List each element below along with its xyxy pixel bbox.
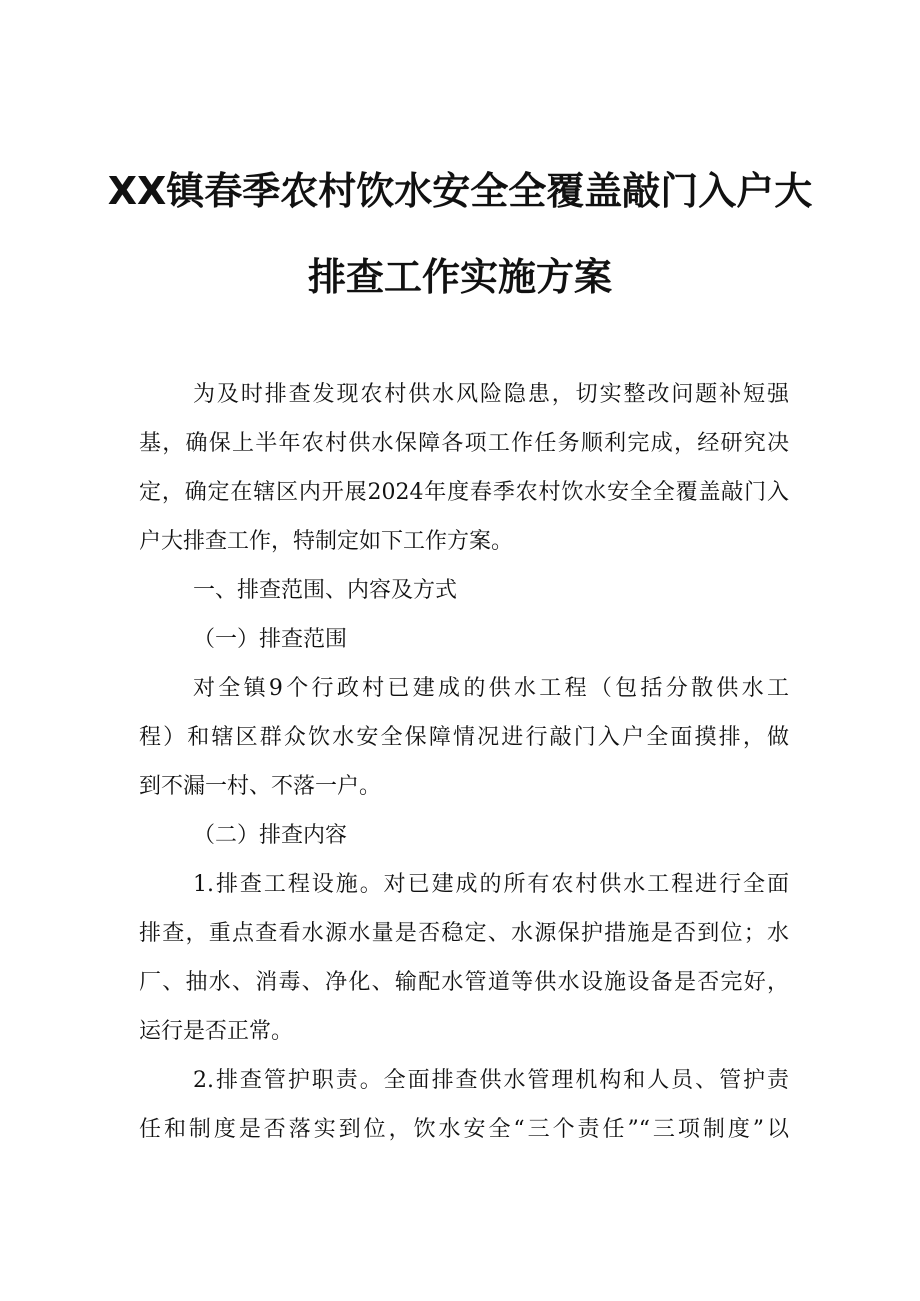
- paragraph-line: 2.排查管护职责。全面排查供水管理机构和人员、管护责: [193, 1068, 789, 1093]
- section-heading: 一、排查范围、内容及方式: [193, 578, 458, 603]
- subsection-heading: （一）排查范围: [193, 627, 348, 652]
- paragraph-line: 程）和辖区群众饮水安全保障情况进行敲门入户全面摸排，做: [139, 725, 789, 750]
- document-title-line-2: 排查工作实施方案: [307, 255, 612, 299]
- paragraph-line: 1.排查工程设施。对已建成的所有农村供水工程进行全面: [193, 872, 789, 897]
- paragraph-line: 到不漏一村、不落一户。: [139, 774, 382, 799]
- paragraph-line: 排查，重点查看水源水量是否稳定、水源保护措施是否到位；水: [139, 921, 789, 946]
- paragraph-line: 定，确定在辖区内开展2024年度春季农村饮水安全全覆盖敲门入: [139, 480, 789, 505]
- subsection-heading: （二）排查内容: [193, 823, 348, 848]
- document-title-line-1: XX镇春季农村饮水安全全覆盖敲门入户大: [107, 169, 813, 213]
- paragraph-line: 对全镇9个行政村已建成的供水工程（包括分散供水工: [193, 676, 789, 701]
- paragraph-line: 户大排查工作，特制定如下工作方案。: [139, 529, 514, 554]
- paragraph-line: 任和制度是否落实到位，饮水安全“三个责任”“三项制度”以: [139, 1117, 789, 1142]
- paragraph-line: 基，确保上半年农村供水保障各项工作任务顺利完成，经研究决: [139, 431, 789, 456]
- paragraph-line: 运行是否正常。: [139, 1019, 294, 1044]
- paragraph-line: 厂、抽水、消毒、净化、输配水管道等供水设施设备是否完好，: [139, 970, 789, 995]
- paragraph-line: 为及时排查发现农村供水风险隐患，切实整改问题补短强: [193, 382, 789, 407]
